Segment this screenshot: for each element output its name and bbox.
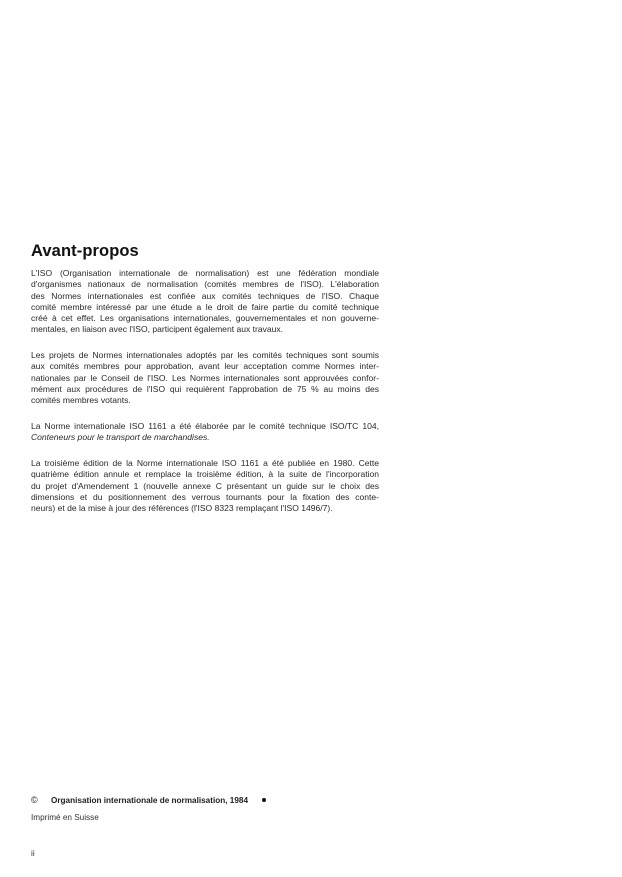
paragraph-committee — [31, 421, 379, 444]
copyright-icon: © — [31, 795, 38, 805]
text-line: comité membre intéressé par une étude a le droit de faire partie du comité technique — [31, 301, 379, 312]
printed-in-label: Imprimé en Suisse — [31, 813, 99, 822]
page-number: ii — [31, 849, 35, 858]
text-line: neurs) et de la mise à jour des références (l'ISO 8323 remplaçant l'ISO 1496/7). — [31, 503, 333, 514]
text-line: L'ISO (Organisation internationale de normalisation) est une fédération mondiale — [31, 268, 379, 278]
copyright-notice — [31, 795, 266, 805]
text-line: créé à cet effet. Les organisations internationales, gouvernementales et non gouverne- — [31, 313, 379, 324]
text-line: dimensions et du positionnement des verrous tournants pour la fixation des conte- — [31, 491, 379, 502]
text-line: des Normes internationales est confiée aux comités techniques de l'ISO. Chaque — [31, 290, 379, 301]
text-line: du projet d'Amendement 1 (nouvelle annexe C présentant un guide sur le choix des — [31, 480, 379, 491]
text-line: La troisième édition de la Norme internationale ISO 1161 a été publiée en 1980. Cette — [31, 458, 379, 468]
paragraph-approval-process — [31, 350, 379, 406]
page-heading: Avant-propos — [31, 242, 139, 260]
text-line: Les projets de Normes internationales adoptés par les comités techniques sont soumis — [31, 350, 379, 360]
text-line: comités membres votants. — [31, 395, 131, 406]
text-line: mément aux procédures de l'ISO qui requièrent l'approbation de 75 % au moins des — [31, 383, 379, 394]
paragraph-iso-description — [31, 268, 379, 336]
committee-title: Conteneurs pour le transport de marchandises. — [31, 432, 210, 443]
bullet-icon — [262, 798, 266, 802]
copyright-text: Organisation internationale de normalisation, 1984 — [51, 795, 249, 805]
paragraph-edition-history — [31, 458, 379, 514]
text-line: d'organismes nationaux de normalisation (comités membres de l'ISO). L'élaboration — [31, 279, 379, 290]
text-line: nationales par le Conseil de l'ISO. Les Normes internationales sont approuvées confor- — [31, 372, 379, 383]
text-line: La Norme internationale ISO 1161 a été élaborée par le comité technique ISO/TC 104, — [31, 421, 379, 431]
text-line: quatrième édition annule et remplace la troisième édition, à la suite de l'incorporation — [31, 469, 379, 480]
text-line: aux comités membres pour approbation, avant leur acceptation comme Normes inter- — [31, 361, 379, 372]
text-line: mentales, en liaison avec l'ISO, participent également aux travaux. — [31, 324, 283, 335]
